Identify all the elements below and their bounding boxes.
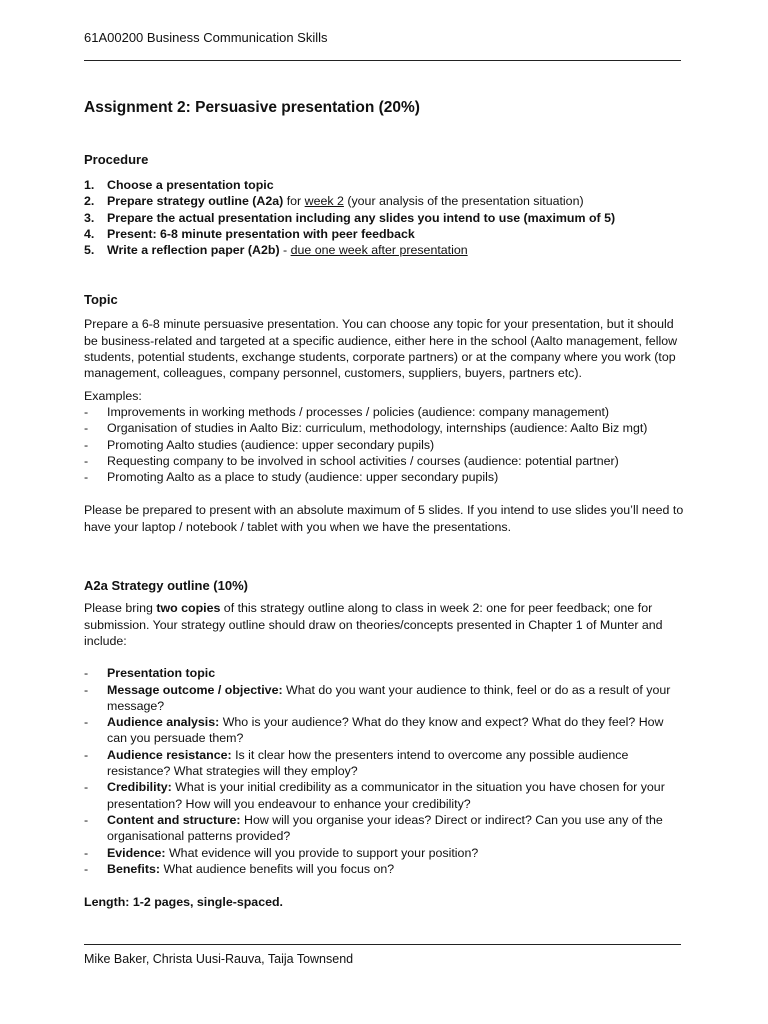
footer-authors: Mike Baker, Christa Uusi-Rauva, Taija Townsend (84, 952, 354, 966)
course-header: 61A00200 Business Communication Skills (84, 30, 328, 45)
example-item: - Requesting company to be involved in school activities / courses (audience: potential partner) (84, 453, 619, 468)
example-item: - Promoting Aalto as a place to study (audience: upper secondary pupils) (84, 470, 499, 485)
length-requirement: Length: 1-2 pages, single-spaced. (84, 895, 283, 910)
slides-note: Please be prepared to present with an absolute maximum of 5 slides. If you intend to use slides you’ll need to have your laptop / notebook / tablet with you when we have the presentations. (84, 503, 684, 534)
procedure-item: 4. Present: 6-8 minute presentation with peer feedback (84, 226, 415, 241)
procedure-item: 5. Write a reflection paper (A2b) - due one week after presentation (84, 243, 468, 258)
requirement-item: - Presentation topic (84, 666, 216, 681)
assignment-title: Assignment 2: Persuasive presentation (20%) (84, 99, 420, 116)
requirement-item: - Benefits: What audience benefits will you focus on? (84, 861, 395, 876)
footer-rule (84, 944, 681, 945)
example-item: - Organisation of studies in Aalto Biz: curriculum, methodology, internships (audience: Aalto Biz mgt) (84, 421, 648, 436)
requirement-item: - Audience resistance: Is it clear how the presenters intend to overcome any possible audience resistance? What strategies will they employ? (84, 747, 629, 779)
examples-list (84, 404, 684, 485)
requirement-item: - Message outcome / objective: What do you want your audience to think, feel or do as a result of your message? (84, 682, 671, 713)
example-item: - Improvements in working methods / processes / policies (audience: company management) (84, 404, 610, 419)
week-2-link[interactable]: week 2 (304, 194, 344, 209)
requirement-item: - Credibility: What is your initial credibility as a communicator in the situation you have chosen for your presentation? How will you endeavour to enhance your credibility? (84, 780, 665, 811)
procedure-item: 3. Prepare the actual presentation including any slides you intend to use (maximum of 5) (84, 210, 616, 225)
header-rule (84, 60, 681, 61)
requirement-item: - Evidence: What evidence will you provide to support your position? (84, 845, 479, 860)
procedure-item: 2. Prepare strategy outline (A2a) for week 2 (your analysis of the presentation situation) (84, 194, 584, 209)
procedure-item: 1. Choose a presentation topic (84, 178, 274, 192)
topic-heading: Topic (84, 292, 118, 308)
a2a-heading: A2a Strategy outline (10%) (84, 578, 248, 594)
topic-paragraph: Prepare a 6-8 minute persuasive presentation. You can choose any topic for your presentation, but it should be business-related and targeted at a specific audience, either here in the school (Aalto management, fellow students, potential students, exchange students, corporate partners) or at the company where you work (top management, colleagues, company personnel, customers, suppliers, buyers, partners etc). (84, 317, 678, 381)
document-body (84, 98, 684, 910)
requirement-item: - Audience analysis: Who is your audience? What do they know and expect? What do they feel? How can you persuade them? (84, 715, 664, 746)
example-item: - Promoting Aalto studies (audience: upper secondary pupils) (84, 437, 435, 452)
requirement-item: - Content and structure: How will you organise your ideas? Direct or indirect? Can you use any of the organisational patterns provided? (84, 812, 663, 844)
a2a-intro: Please bring two copies of this strategy outline along to class in week 2: one for peer feedback; one for submission. Your strategy outline should draw on theories/concepts presented in Chapter 1 of Munter and include: (84, 601, 663, 648)
due-date-link[interactable]: due one week after presentation (290, 243, 468, 258)
procedure-list (84, 177, 684, 258)
outline-requirements-list (84, 665, 684, 877)
examples-label: Examples: (84, 388, 142, 403)
procedure-heading: Procedure (84, 152, 149, 167)
